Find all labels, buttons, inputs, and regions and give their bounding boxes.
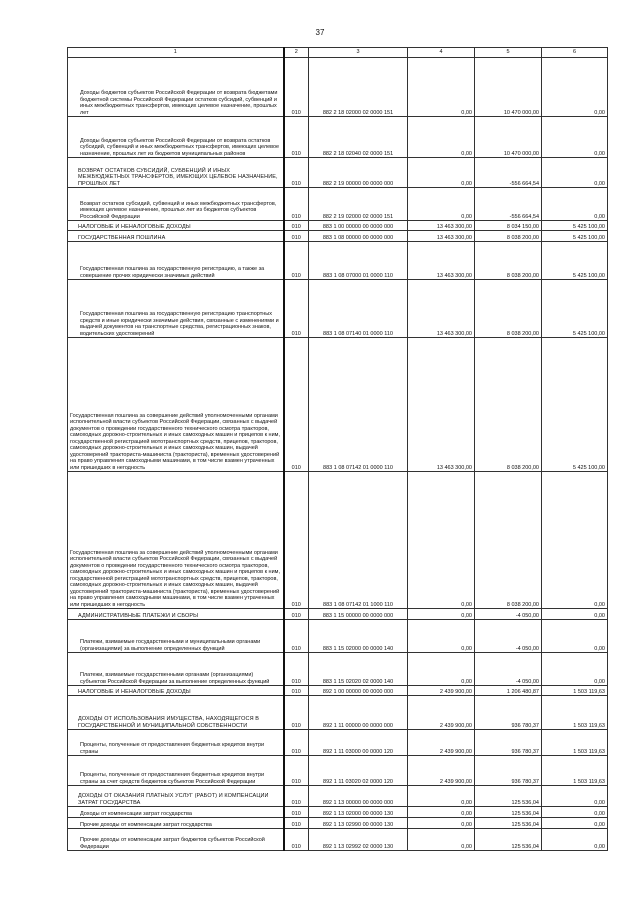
row-kbk: 882 2 19 00000 00 0000 000 — [309, 158, 408, 188]
row-kbk: 892 1 13 00000 00 0000 000 — [309, 786, 408, 807]
row-executed: 1 206 480,87 — [475, 686, 542, 696]
row-executed: -556 664,54 — [475, 158, 542, 188]
table-row — [68, 58, 608, 117]
row-approved: 0,00 — [408, 188, 475, 221]
row-executed: 125 536,04 — [475, 829, 542, 851]
table-row — [68, 756, 608, 786]
row-kbk: 892 1 00 00000 00 0000 000 — [309, 686, 408, 696]
row-approved: 0,00 — [408, 620, 475, 653]
table-row — [68, 807, 608, 818]
table-row — [68, 786, 608, 807]
row-executed: 936 780,37 — [475, 756, 542, 786]
row-kbk: 883 1 08 07140 01 0000 110 — [309, 280, 408, 338]
row-code: 010 — [284, 730, 309, 756]
row-executed: 10 470 000,00 — [475, 117, 542, 158]
table-row — [68, 829, 608, 851]
table-row — [68, 620, 608, 653]
row-remaining: 0,00 — [542, 786, 608, 807]
column-header: 3 — [309, 48, 408, 58]
row-remaining: 0,00 — [542, 158, 608, 188]
row-remaining: 0,00 — [542, 818, 608, 829]
table-row — [68, 158, 608, 188]
table-row — [68, 338, 608, 472]
table-row — [68, 231, 608, 242]
row-name: ДОХОДЫ ОТ ОКАЗАНИЯ ПЛАТНЫХ УСЛУГ (РАБОТ) И КОМПЕНСАЦИИ ЗАТРАТ ГОСУДАРСТВА — [68, 786, 284, 807]
table-row — [68, 686, 608, 696]
row-remaining: 1 503 119,63 — [542, 696, 608, 730]
header-row — [68, 48, 608, 58]
row-name: НАЛОГОВЫЕ И НЕНАЛОГОВЫЕ ДОХОДЫ — [68, 686, 284, 696]
table-row — [68, 818, 608, 829]
row-name: Доходы от компенсации затрат государства — [68, 807, 284, 818]
row-kbk: 892 1 11 03020 02 0000 120 — [309, 756, 408, 786]
row-kbk: 883 1 08 00000 00 0000 000 — [309, 231, 408, 242]
row-executed: -556 664,54 — [475, 188, 542, 221]
row-name: ДОХОДЫ ОТ ИСПОЛЬЗОВАНИЯ ИМУЩЕСТВА, НАХОДЯЩЕГОСЯ В ГОСУДАРСТВЕННОЙ И МУНИЦИПАЛЬНОЙ СОБСТВЕННОСТИ — [68, 696, 284, 730]
row-approved: 2 439 900,00 — [408, 686, 475, 696]
row-approved: 0,00 — [408, 807, 475, 818]
row-remaining: 1 503 119,63 — [542, 730, 608, 756]
row-remaining: 5 425 100,00 — [542, 242, 608, 280]
row-code: 010 — [284, 188, 309, 221]
row-approved: 13 463 300,00 — [408, 231, 475, 242]
row-code: 010 — [284, 756, 309, 786]
row-code: 010 — [284, 117, 309, 158]
row-approved: 13 463 300,00 — [408, 221, 475, 231]
row-code: 010 — [284, 231, 309, 242]
row-name: Доходы бюджетов субъектов Российской Федерации от возврата остатков субсидий, субвенций и иных межбюджетных трансфертов, имеющих целевое назначение, прошлых лет из бюджетов муниципальных районов — [68, 117, 284, 158]
table-row — [68, 221, 608, 231]
row-name: ВОЗВРАТ ОСТАТКОВ СУБСИДИЙ, СУБВЕНЦИЙ И ИНЫХ МЕЖБЮДЖЕТНЫХ ТРАНСФЕРТОВ, ИМЕЮЩИХ ЦЕЛЕВОЕ НАЗНАЧЕНИЕ, ПРОШЛЫХ ЛЕТ — [68, 158, 284, 188]
row-executed: 8 038 200,00 — [475, 242, 542, 280]
row-approved: 0,00 — [408, 829, 475, 851]
row-name: Государственная пошлина за совершение действий уполномоченными органами исполнительной власти субъектов Российской Федерации, связанных с выдачей документов о проведении государственного технического осмотра тракторов, самоходных дорожно-строительных и иных самоходных машин и прицепов к ним, государственной регистрацией мототранспортных средств, прицепов, тракторов, самоходных дорожно-строительных и иных самоходных машин, выдачей удостоверений тракториста-машиниста (тракториста), временных удостоверений на право управления самоходными машинами, в том числе взамен утраченных или пришедших в негодность — [68, 338, 284, 472]
row-approved: 0,00 — [408, 58, 475, 117]
row-remaining: 0,00 — [542, 188, 608, 221]
row-name: Проценты, полученные от предоставления бюджетных кредитов внутри страны за счет средств бюджетов субъектов Российской Федерации — [68, 756, 284, 786]
table-row — [68, 472, 608, 609]
row-executed: -4 050,00 — [475, 609, 542, 620]
table-row — [68, 730, 608, 756]
row-remaining: 1 503 119,63 — [542, 756, 608, 786]
row-executed: 125 536,04 — [475, 818, 542, 829]
table-row — [68, 117, 608, 158]
row-kbk: 892 1 13 02990 00 0000 130 — [309, 818, 408, 829]
row-executed: 10 470 000,00 — [475, 58, 542, 117]
row-remaining: 0,00 — [542, 829, 608, 851]
row-name: Прочие доходы от компенсации затрат бюджетов субъектов Российской Федерации — [68, 829, 284, 851]
row-code: 010 — [284, 653, 309, 686]
row-name: АДМИНИСТРАТИВНЫЕ ПЛАТЕЖИ И СБОРЫ — [68, 609, 284, 620]
row-code: 010 — [284, 338, 309, 472]
row-kbk: 883 1 08 07142 01 1000 110 — [309, 472, 408, 609]
row-approved: 0,00 — [408, 786, 475, 807]
row-name: Государственная пошлина за государственную регистрацию, а также за совершение прочих юридически значимых действий — [68, 242, 284, 280]
row-executed: 8 038 200,00 — [475, 231, 542, 242]
row-name: Прочие доходы от компенсации затрат государства — [68, 818, 284, 829]
row-kbk: 883 1 08 07000 01 0000 110 — [309, 242, 408, 280]
row-executed: 8 038 200,00 — [475, 280, 542, 338]
row-executed: 8 038 200,00 — [475, 472, 542, 609]
row-remaining: 0,00 — [542, 653, 608, 686]
column-header: 2 — [284, 48, 309, 58]
row-approved: 0,00 — [408, 117, 475, 158]
row-kbk: 883 1 08 07142 01 0000 110 — [309, 338, 408, 472]
row-kbk: 892 1 13 02000 00 0000 130 — [309, 807, 408, 818]
row-approved: 13 463 300,00 — [408, 338, 475, 472]
row-kbk: 892 1 13 02992 02 0000 130 — [309, 829, 408, 851]
row-code: 010 — [284, 609, 309, 620]
row-code: 010 — [284, 158, 309, 188]
row-executed: 125 536,04 — [475, 786, 542, 807]
row-name: Государственная пошлина за совершение действий уполномоченными органами исполнительной власти субъектов Российской Федерации, связанных с выдачей документов о проведении государственного технического осмотра тракторов, самоходных дорожно-строительных и иных самоходных машин и прицепов к ним, государственной регистрацией мототранспортных средств, прицепов, тракторов, самоходных дорожно-строительных и иных самоходных машин, выдачей удостоверений тракториста-машиниста (тракториста), временных удостоверений на право управления самоходными машинами, в том числе взамен утраченных или пришедших в негодность — [68, 472, 284, 609]
row-name: Проценты, полученные от предоставления бюджетных кредитов внутри страны — [68, 730, 284, 756]
row-executed: 936 780,37 — [475, 730, 542, 756]
row-remaining: 0,00 — [542, 472, 608, 609]
table-row — [68, 188, 608, 221]
revenue-table — [67, 47, 608, 851]
row-code: 010 — [284, 829, 309, 851]
table-row — [68, 242, 608, 280]
row-kbk: 882 2 18 02040 02 0000 151 — [309, 117, 408, 158]
row-executed: 8 038 200,00 — [475, 338, 542, 472]
row-name: Доходы бюджетов субъектов Российской Федерации от возврата бюджетами бюджетной системы Российской Федерации остатков субсидий, субвенций и иных межбюджетных трансфертов, имеющих целевое назначение, прошлых лет — [68, 58, 284, 117]
row-approved: 2 439 900,00 — [408, 730, 475, 756]
row-kbk: 892 1 11 00000 00 0000 000 — [309, 696, 408, 730]
row-approved: 2 439 900,00 — [408, 756, 475, 786]
row-remaining: 0,00 — [542, 609, 608, 620]
row-name: Платежи, взимаемые государственными и муниципальными органами (организациями) за выполнение определенных функций — [68, 620, 284, 653]
row-approved: 0,00 — [408, 609, 475, 620]
row-code: 010 — [284, 696, 309, 730]
row-remaining: 5 425 100,00 — [542, 280, 608, 338]
row-code: 010 — [284, 472, 309, 609]
column-header: 1 — [68, 48, 284, 58]
row-approved: 0,00 — [408, 158, 475, 188]
column-header: 6 — [542, 48, 608, 58]
row-approved: 13 463 300,00 — [408, 280, 475, 338]
row-remaining: 5 425 100,00 — [542, 221, 608, 231]
table-row — [68, 609, 608, 620]
row-approved: 0,00 — [408, 818, 475, 829]
row-approved: 13 463 300,00 — [408, 242, 475, 280]
row-remaining: 0,00 — [542, 620, 608, 653]
row-kbk: 883 1 15 00000 00 0000 000 — [309, 609, 408, 620]
row-kbk: 892 1 11 03000 00 0000 120 — [309, 730, 408, 756]
row-executed: -4 050,00 — [475, 653, 542, 686]
row-kbk: 882 2 19 02000 02 0000 151 — [309, 188, 408, 221]
row-code: 010 — [284, 818, 309, 829]
page-number: 37 — [315, 28, 325, 37]
row-remaining: 0,00 — [542, 807, 608, 818]
row-code: 010 — [284, 620, 309, 653]
row-remaining: 5 425 100,00 — [542, 231, 608, 242]
row-name: Платежи, взимаемые государственными органами (организациями) субъектов Российской Федерации за выполнение определенных функций — [68, 653, 284, 686]
column-header: 5 — [475, 48, 542, 58]
row-approved: 0,00 — [408, 653, 475, 686]
row-approved: 0,00 — [408, 472, 475, 609]
row-remaining: 5 425 100,00 — [542, 338, 608, 472]
row-code: 010 — [284, 242, 309, 280]
row-code: 010 — [284, 686, 309, 696]
row-name: Государственная пошлина за государственную регистрацию транспортных средств и иные юридически значимые действия, связанные с изменениями и выдачей документов на транспортные средства, регистрационных знаков, водительских удостоверений — [68, 280, 284, 338]
row-name: ГОСУДАРСТВЕННАЯ ПОШЛИНА — [68, 231, 284, 242]
row-code: 010 — [284, 280, 309, 338]
row-name: НАЛОГОВЫЕ И НЕНАЛОГОВЫЕ ДОХОДЫ — [68, 221, 284, 231]
row-code: 010 — [284, 786, 309, 807]
row-code: 010 — [284, 221, 309, 231]
row-code: 010 — [284, 58, 309, 117]
column-header: 4 — [408, 48, 475, 58]
row-kbk: 882 2 18 02000 02 0000 151 — [309, 58, 408, 117]
table-row — [68, 696, 608, 730]
row-executed: 125 536,04 — [475, 807, 542, 818]
table-row — [68, 280, 608, 338]
row-executed: 936 780,37 — [475, 696, 542, 730]
row-remaining: 0,00 — [542, 58, 608, 117]
row-executed: 8 034 150,00 — [475, 221, 542, 231]
row-kbk: 883 1 00 00000 00 0000 000 — [309, 221, 408, 231]
row-remaining: 0,00 — [542, 117, 608, 158]
row-kbk: 883 1 15 02020 02 0000 140 — [309, 653, 408, 686]
row-kbk: 883 1 15 02000 00 0000 140 — [309, 620, 408, 653]
row-executed: -4 050,00 — [475, 620, 542, 653]
row-code: 010 — [284, 807, 309, 818]
row-approved: 2 439 900,00 — [408, 696, 475, 730]
table-row — [68, 653, 608, 686]
row-remaining: 1 503 119,63 — [542, 686, 608, 696]
row-name: Возврат остатков субсидий, субвенций и иных межбюджетных трансфертов, имеющих целевое назначение, прошлых лет из бюджетов субъектов Российской Федерации — [68, 188, 284, 221]
